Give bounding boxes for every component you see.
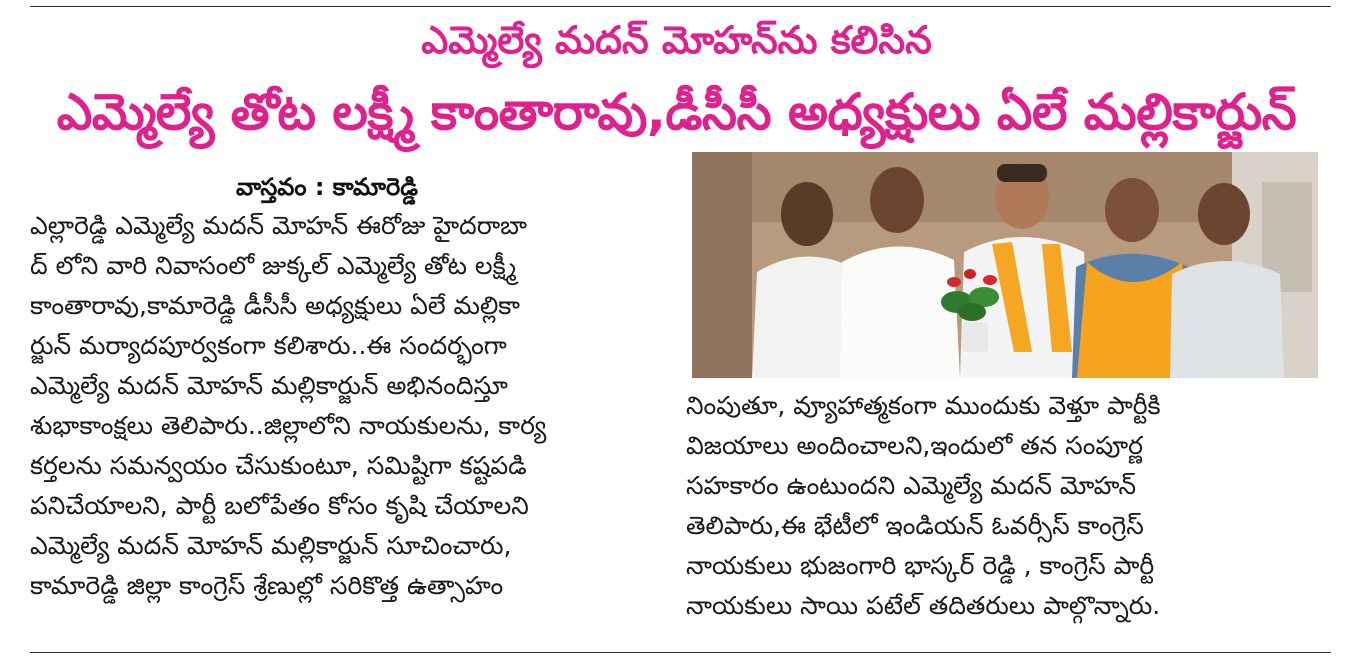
article-line: ఎమ్మెల్యే మదన్ మోహన్ మల్లికార్జున్ సూచించారు, <box>30 531 512 560</box>
article-line: ఎల్లారెడ్డి ఎమ్మెల్యే మదన్ మోహన్ ఈరోజు హైదరాబా <box>30 211 527 240</box>
article-left-column <box>30 206 660 606</box>
article-line: తెలిపారు,ఈ భేటీలో ఇండియన్ ఓవర్సీస్ కాంగ్రెస్ <box>686 511 1144 540</box>
article-line: కామారెడ్డి జిల్లా కాంగ్రెస్ శ్రేణుల్లో సరికొత్త ఉత్సాహం <box>30 571 504 600</box>
article-line: సహకారం ఉంటుందని ఎమ్మెల్యే మదన్ మోహన్ <box>686 471 1137 500</box>
article-line: నాయకులు సాయి పటేల్ తదితరులు పాల్గొన్నారు. <box>686 591 1161 620</box>
article-line: ద్ లోని వారి నివాసంలో జుక్కల్ ఎమ్మెల్యే తోట లక్ష్మీ <box>30 251 517 280</box>
article-line: పనిచేయాలని, పార్టీ బలోపేతం కోసం కృషి చేయాలని <box>30 491 529 520</box>
article-right-column <box>686 386 1296 626</box>
top-rule <box>30 6 1331 7</box>
article-line: నింపుతూ, వ్యూహాత్మకంగా ముందుకు వెళ్తూ పార్టీకి <box>686 391 1161 420</box>
headline-line-1: ఎమ్మెల్యే మదన్ మోహన్‌ను కలిసిన <box>421 18 932 62</box>
article-line: కర్తలను సమన్వయం చేసుకుంటూ, సమిష్టిగా కష్టపడి <box>30 451 527 480</box>
article-line: ర్జున్ మర్యాదపూర్వకంగా కలిశారు..ఈ సందర్భంగా <box>30 331 507 360</box>
article-line: విజయాలు అందించాలని,ఇందులో తన సంపూర్ణ <box>686 431 1143 460</box>
article-line: ఎమ్మెల్యే మదన్ మోహన్ మల్లికార్జున్ అభినందిస్తూ <box>30 371 508 400</box>
article-line: నాయకులు భుజంగారి భాస్కర్ రెడ్డి , కాంగ్రెస్ పార్టీ <box>686 551 1155 580</box>
article-line: కాంతారావు,కామారెడ్డి డీసీసీ అధ్యక్షులు ఏలే మల్లికా <box>30 291 520 320</box>
group-photo-illustration <box>692 152 1318 378</box>
news-photo <box>692 152 1318 378</box>
bottom-rule <box>30 652 1331 653</box>
headline-line-2: ఎమ్మెల్యే తోట లక్ష్మీ కాంతారావు,డీసీసీ అధ్యక్షులు ఏలే మల్లికార్జున్ <box>56 83 1297 141</box>
dateline: వాస్తవం : కామారెడ్డి <box>236 173 418 201</box>
article-line: శుభాకాంక్షలు తెలిపారు..జిల్లాలోని నాయకులను, కార్య <box>30 411 547 440</box>
